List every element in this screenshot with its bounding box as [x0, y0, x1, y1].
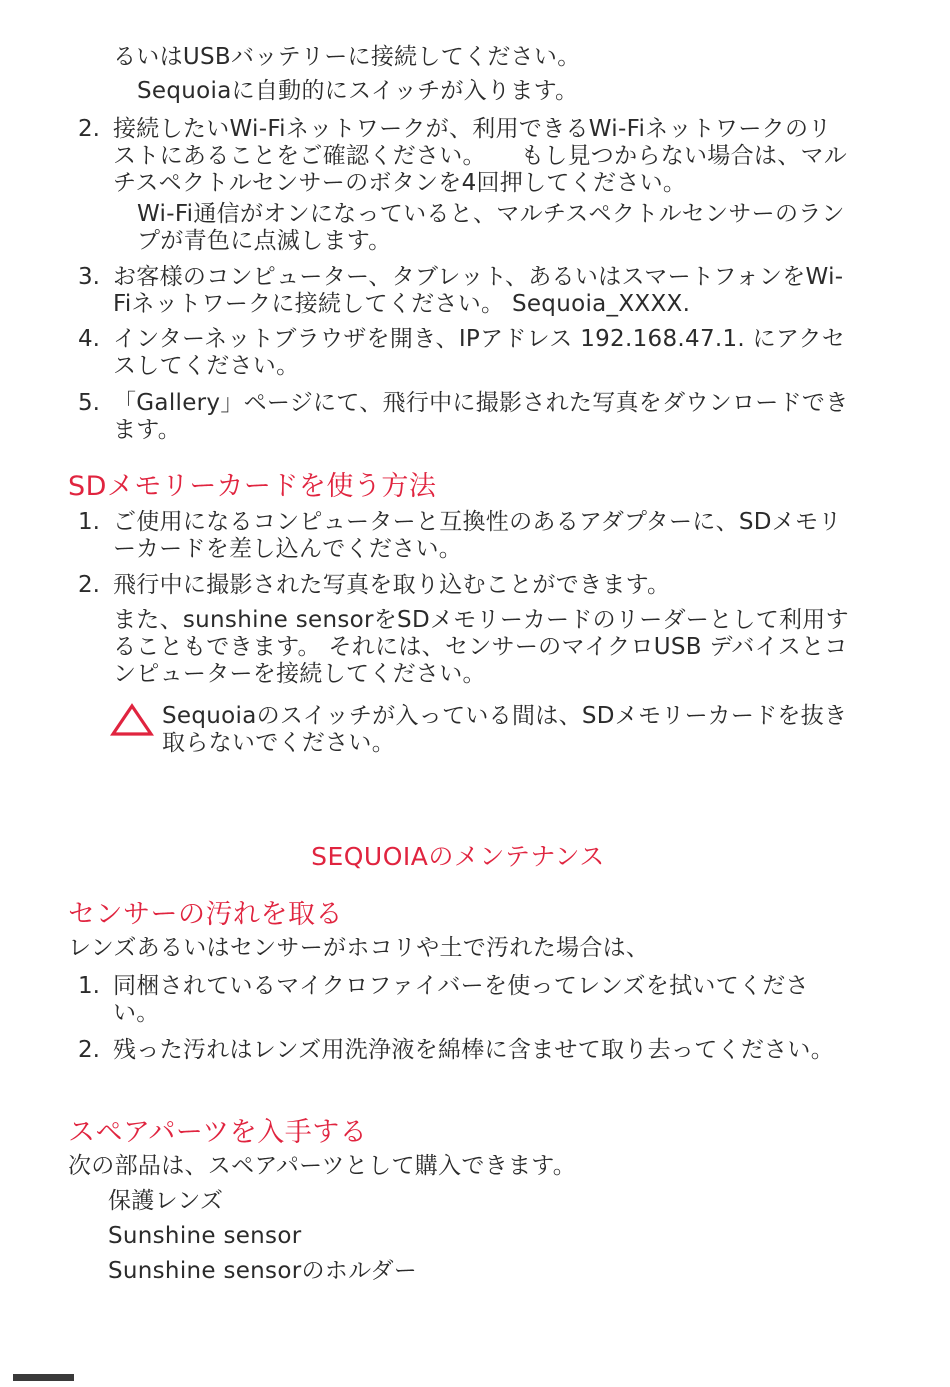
list-number: 2. — [78, 1037, 100, 1063]
list-number: 2. — [78, 572, 100, 598]
list-item — [0, 390, 853, 444]
list-number: 1. — [78, 973, 100, 999]
intro-continuation — [0, 44, 950, 71]
list-text: 残った汚れはレンズ用洗浄液を綿棒に含ませて取り去ってください。 — [113, 1037, 835, 1063]
spare-parts-section — [0, 1117, 950, 1149]
list-text: 接続したいWi-Fiネットワークが、利用できるWi-Fiネットワークのリストにあることをご確認ください。 もし見つからない場合は、マルチスペクトルセンサーのボタンを4回押してください。 — [113, 116, 848, 196]
wifi-step-2-note — [0, 201, 950, 255]
cleaning-intro-text: レンズあるいはセンサーがホコリや土で汚れた場合は、 — [68, 935, 650, 961]
wifi-step-2 — [0, 116, 950, 197]
page-title: SEQUOIAのメンテナンス — [311, 842, 605, 871]
wifi-step-5 — [0, 390, 950, 444]
list-text: 「Gallery」ページにて、飛行中に撮影された写真をダウンロードできます。 — [113, 390, 849, 443]
list-text: 飛行中に撮影された写真を取り込むことができます。 — [113, 572, 671, 598]
wifi-step-4 — [0, 326, 950, 380]
list-item — [0, 264, 853, 318]
sd-warning — [0, 703, 950, 757]
section-heading-cleaning: センサーの汚れを取る — [68, 899, 343, 930]
list-item: 保護レンズ — [108, 1188, 224, 1214]
sd-step-1 — [0, 509, 950, 563]
intro-line-1: るいはUSBバッテリーに接続してください。 — [113, 44, 581, 70]
wifi-step-3 — [0, 264, 950, 318]
list-item: Sunshine sensor — [108, 1223, 302, 1249]
warning-note — [0, 703, 853, 757]
list-item — [0, 326, 853, 380]
list-item — [0, 509, 853, 563]
intro-note — [0, 78, 950, 105]
list-number: 2. — [78, 116, 100, 142]
list-item — [0, 572, 853, 599]
list-number: 4. — [78, 326, 100, 352]
warning-text: Sequoiaのスイッチが入っている間は、SDメモリーカードを抜き取らないでください。 — [162, 703, 848, 756]
section-heading-spare-parts: スペアパーツを入手する — [68, 1117, 368, 1148]
list-number: 5. — [78, 390, 100, 416]
list-text: 同梱されているマイクロファイバーを使ってレンズを拭いてください。 — [113, 973, 809, 1026]
sd-section — [0, 471, 950, 503]
list-text: ご使用になるコンピューターと互換性のあるアダプターに、SDメモリーカードを差し込んでください。 — [113, 509, 842, 562]
cleaning-intro — [0, 935, 950, 962]
list-item: Sunshine sensorのホルダー — [108, 1258, 418, 1284]
sd-extra-text: また、sunshine sensorをSDメモリーカードのリーダーとして利用することもできます。 それには、センサーのマイクロUSB デバイスとコンピューターを接続してください。 — [113, 607, 849, 687]
spare-part-item — [0, 1223, 950, 1250]
list-item — [0, 116, 853, 197]
spare-part-item — [0, 1188, 950, 1215]
spare-part-item — [0, 1258, 950, 1285]
list-item — [0, 973, 853, 1027]
cleaning-section — [0, 899, 950, 931]
list-text: インターネットブラウザを開き、IPアドレス 192.168.47.1. にアクセスしてください。 — [113, 326, 846, 379]
spare-parts-intro — [0, 1153, 950, 1180]
section-heading-sd: SDメモリーカードを使う方法 — [68, 471, 437, 502]
list-item — [0, 1037, 853, 1064]
intro-line-2: Sequoiaに自動的にスイッチが入ります。 — [137, 78, 579, 104]
cleaning-step-1 — [0, 973, 950, 1027]
list-text: お客様のコンピューター、タブレット、あるいはスマートフォンをWi-Fiネットワークに接続してください。 Sequoia_XXXX. — [113, 264, 844, 317]
step-note: Wi-Fi通信がオンになっていると、マルチスペクトルセンサーのランプが青色に点滅します。 — [137, 201, 845, 254]
sd-extra — [0, 607, 950, 688]
spare-parts-intro-text: 次の部品は、スペアパーツとして購入できます。 — [68, 1153, 576, 1179]
warning-triangle-icon — [110, 703, 154, 737]
sd-step-2 — [0, 572, 950, 599]
maintenance-section — [0, 842, 950, 872]
list-number: 3. — [78, 264, 100, 290]
list-number: 1. — [78, 509, 100, 535]
page-marker-bar — [13, 1374, 74, 1381]
cleaning-step-2 — [0, 1037, 950, 1064]
